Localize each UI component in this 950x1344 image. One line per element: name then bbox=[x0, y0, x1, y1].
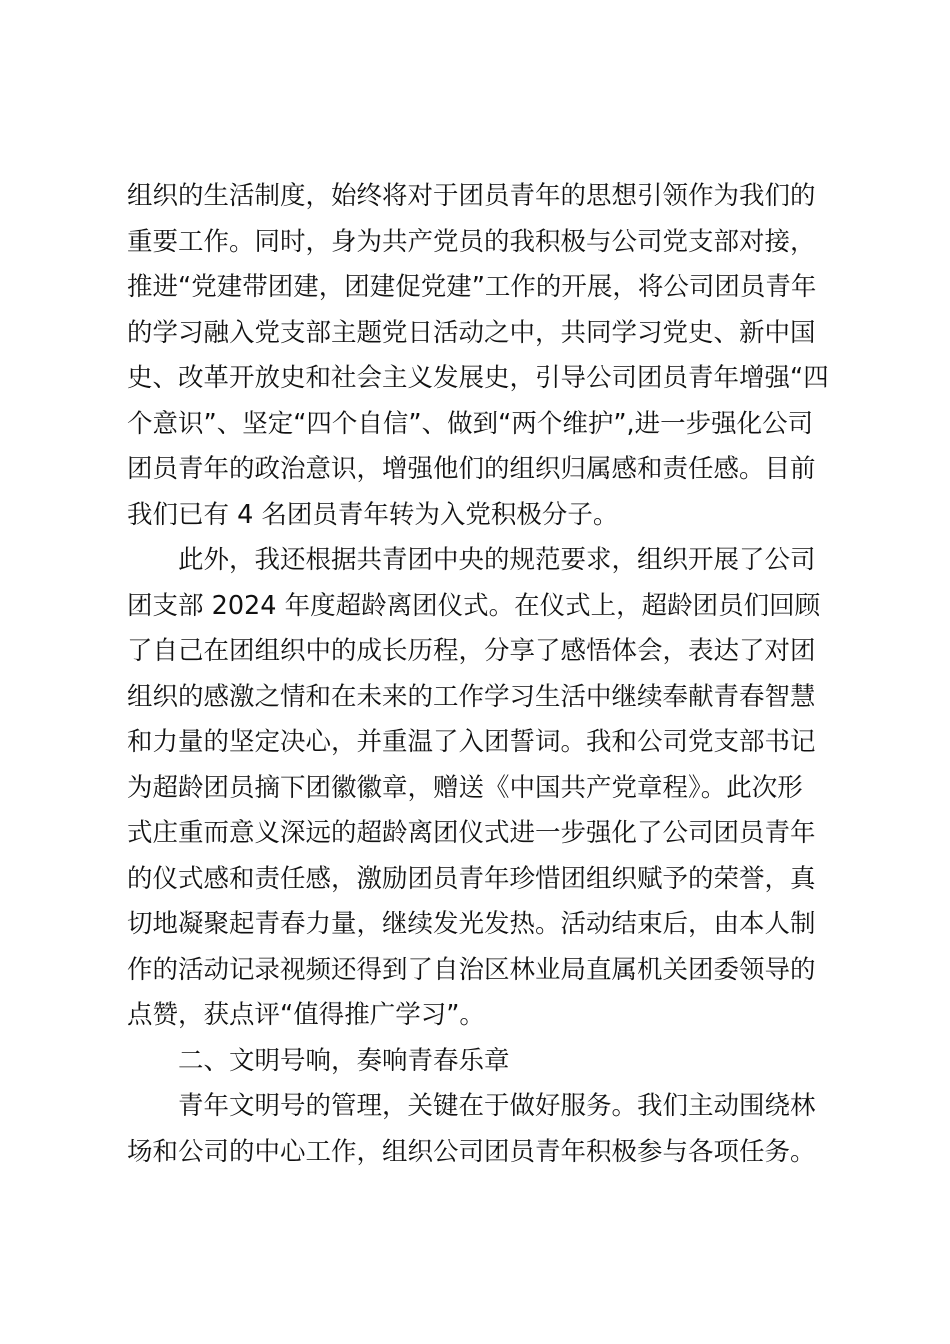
text-line: 团支部 2024 年度超龄离团仪式。在仪式上，超龄团员们回顾 bbox=[127, 590, 821, 621]
text-line: 团员青年的政治意识，增强他们的组织归属感和责任感。目前 bbox=[127, 454, 816, 484]
text-line: 切地凝聚起青春力量，继续发光发热。活动结束后，由本人制 bbox=[127, 909, 816, 939]
section-heading-text: 二、文明号响，奏响青春乐章 bbox=[178, 1045, 510, 1076]
paragraph-2 bbox=[127, 538, 827, 1039]
text-line: 青年文明号的管理，关键在于做好服务。我们主动围绕林 bbox=[178, 1091, 816, 1121]
section-heading bbox=[127, 1039, 827, 1085]
text-line: 和力量的坚定决心，并重温了入团誓词。我和公司党支部书记 bbox=[127, 727, 816, 757]
paragraph-1 bbox=[127, 174, 827, 538]
text-line: 作的活动记录视频还得到了自治区林业局直属机关团委领导的 bbox=[127, 954, 816, 985]
text-line: 式庄重而意义深远的超龄离团仪式进一步强化了公司团员青年 bbox=[127, 818, 816, 848]
text-line: 的学习融入党支部主题党日活动之中，共同学习党史、新中国 bbox=[127, 317, 816, 348]
text-line: 的仪式感和责任感，激励团员青年珍惜团组织赋予的荣誉，真 bbox=[127, 863, 816, 894]
text-line: 了自己在团组织中的成长历程，分享了感悟体会，表达了对团 bbox=[127, 636, 816, 666]
text-line: 组织的感激之情和在未来的工作学习生活中继续奉献青春智慧 bbox=[127, 681, 816, 712]
text-line: 个意识”、坚定“四个自信”、做到“两个维护”,进一步强化公司 bbox=[127, 408, 814, 439]
text-line: 重要工作。同时，身为共产党员的我积极与公司党支部对接， bbox=[127, 226, 816, 257]
text-line: 我们已有 4 名团员青年转为入党积极分子。 bbox=[127, 499, 619, 530]
text-line: 史、改革开放史和社会主义发展史，引导公司团员青年增强“四 bbox=[127, 363, 829, 393]
document-body bbox=[127, 174, 827, 1175]
text-line: 此外，我还根据共青团中央的规范要求，组织开展了公司 bbox=[178, 545, 816, 575]
text-line: 场和公司的中心工作，组织公司团员青年积极参与各项任务。 bbox=[127, 1136, 816, 1167]
text-line: 组织的生活制度，始终将对于团员青年的思想引领作为我们的 bbox=[127, 181, 816, 211]
text-line: 推进“党建带团建，团建促党建”工作的开展，将公司团员青年 bbox=[127, 272, 817, 302]
text-line: 为超龄团员摘下团徽徽章，赠送《中国共产党章程》。此次形 bbox=[127, 772, 803, 803]
text-line: 点赞，获点评“值得推广学习”。 bbox=[127, 1000, 485, 1030]
paragraph-3 bbox=[127, 1084, 827, 1175]
